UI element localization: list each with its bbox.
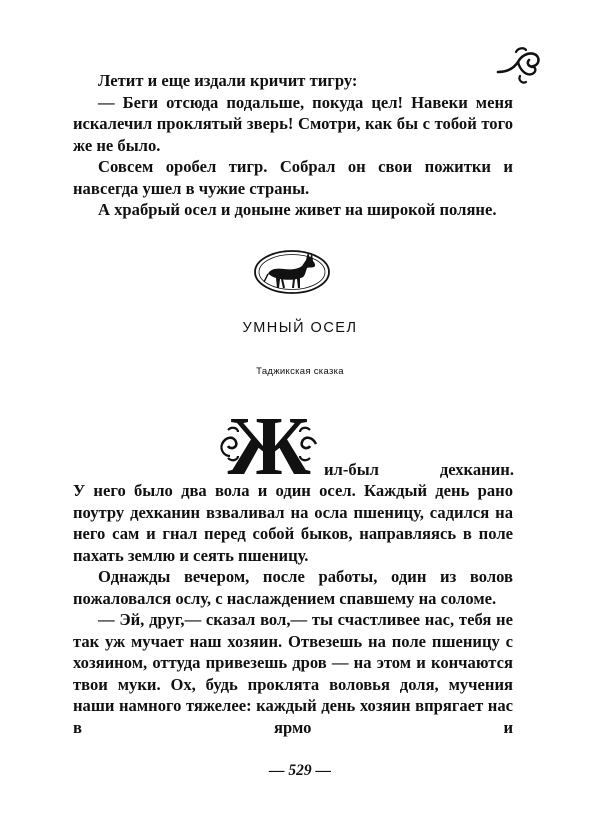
first-line	[324, 459, 514, 481]
page-number: — 529 —	[269, 762, 331, 779]
story-subtitle: Таджикская сказка	[256, 366, 344, 377]
paragraph: Совсем оробел тигр. Собрал он свои пожитки и навсегда ушел в чужие страны.	[73, 157, 513, 198]
paragraph: А храбрый осел и доныне живет на широкой поляне.	[98, 200, 497, 219]
paragraph: — Беги отсюда подальше, покуда цел! Навеки меня искалечил проклятый зверь! Смотри, как бы с тобой того же не было.	[73, 92, 513, 155]
donkey-vignette-icon	[252, 244, 332, 296]
story-title: УМНЫЙ ОСЕЛ	[242, 320, 358, 336]
first-line-word: дехканин.	[439, 460, 514, 479]
decorative-initial	[218, 400, 320, 484]
paragraph: — Эй, друг,— сказал вол,— ты счастливее нас, тебя не так уж мучает наш хозяин. Отвезешь на поле пшеницу с хозяином, оттуда привезешь дров — на этом и кончаются твои муки. Ох, будь проклята воловья доля, мучения наши намного тяжелее: каждый день хозяин впрягает нас в ярмо и	[73, 610, 513, 737]
paragraph: Однажды вечером, после работы, один из волов пожаловался ослу, с наслаждением спавшему на соломе.	[73, 567, 513, 608]
previous-tale-ending	[73, 70, 513, 221]
first-line-word: ил-был	[324, 460, 379, 479]
paragraph: Летит и еще издали кричит тигру:	[98, 71, 358, 90]
paragraph: У него было два вола и один осел. Каждый день рано поутру дехканин взваливал на осла пшеницу, садился на него сам и гнал перед собой быков, направляясь в поле пахать землю и сеять пшеницу.	[73, 481, 513, 565]
initial-letter: Ж	[227, 400, 311, 484]
story-body	[73, 480, 513, 738]
